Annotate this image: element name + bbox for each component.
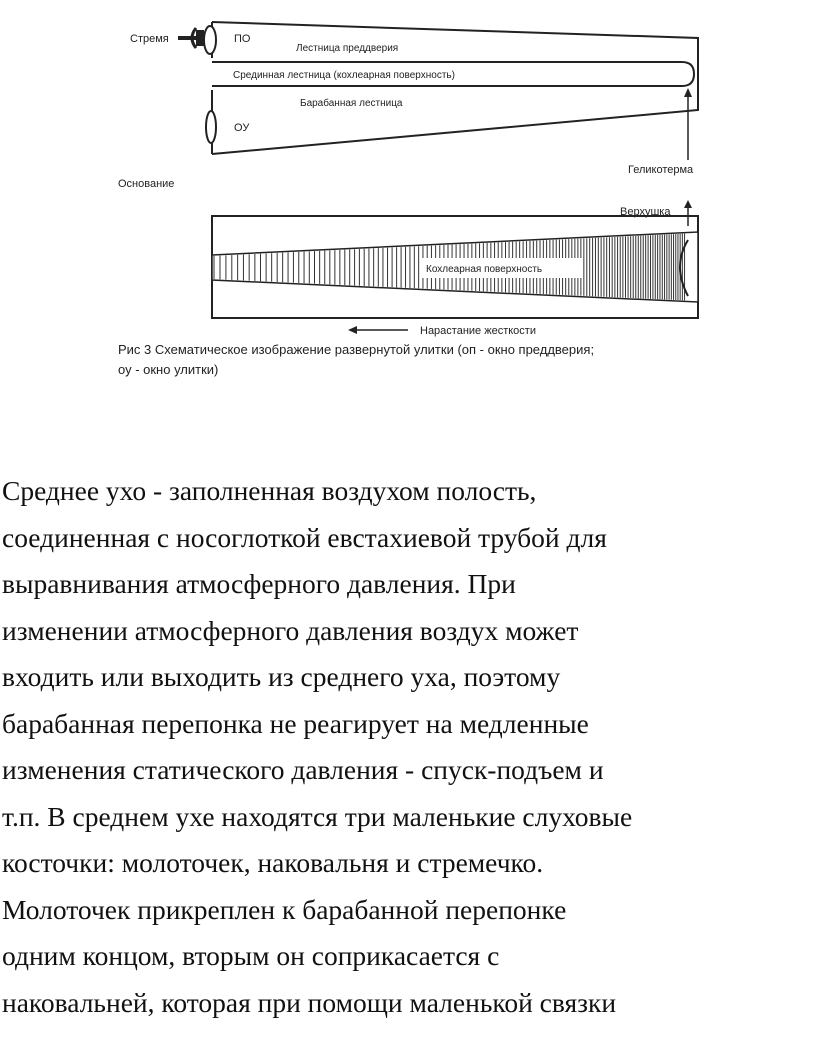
stirrup-icon [178,26,216,54]
upper-cochlea-schematic [130,22,698,160]
figure-caption-line-1: Рис 3 Схематическое изображение развернутой улитки (оп - окно преддверия; [118,342,595,357]
label-scala-vestibuli: Лестница преддверия [296,43,399,54]
apex-arrow-head [684,200,692,208]
text-line: наковальней, которая при помощи маленькой связки [2,986,617,1018]
text-line: Молоточек прикреплен к барабанной перепонке [2,893,567,925]
label-stiffness-increase: Нарастание жесткости [420,325,536,337]
text-line: т.п. В среднем ухе находятся три маленькие слуховые [2,800,633,832]
text-line: Среднее ухо - заполненная воздухом полость, [2,475,537,506]
text-line: соединенная с носоглоткой евстахиевой трубой для [2,521,607,553]
label-oval-window: ПО [234,33,251,45]
round-window-icon [206,111,216,143]
label-base: Основание [118,178,175,190]
text-line: выравнивания атмосферного давления. При [2,568,516,599]
label-scala-tympani: Барабанная лестница [300,98,403,109]
helicotrema-arrow-head [684,88,692,97]
label-stirrup: Стремя [130,33,169,45]
body-paragraph [2,468,814,1026]
text-line: одним концом, вторым он соприкасается с [2,940,500,971]
figure-caption-line-2: оу - окно улитки) [118,362,219,377]
label-scala-media: Срединная лестница (кохлеарная поверхность) [233,70,455,81]
label-round-window: ОУ [234,122,250,134]
cochlea-diagram [0,0,816,400]
text-line: косточки: молоточек, наковальня и стремечко. [2,847,544,878]
label-apex: Верхушка [620,206,671,218]
text-line: изменения статического давления - спуск-подъем и [2,754,604,785]
label-cochlear-surface: Кохлеарная поверхность [426,264,543,275]
lower-cochlea-schematic [212,216,698,318]
cochlea-outline [212,22,698,154]
label-helicotrema: Геликотерма [628,164,694,176]
text-line: барабанная перепонка не реагирует на медленные [2,707,589,739]
text-line: входить или выходить из среднего уха, поэтому [2,661,561,692]
text-line: изменении атмосферного давления воздух может [2,614,579,646]
stiffness-arrow-head [348,326,357,334]
